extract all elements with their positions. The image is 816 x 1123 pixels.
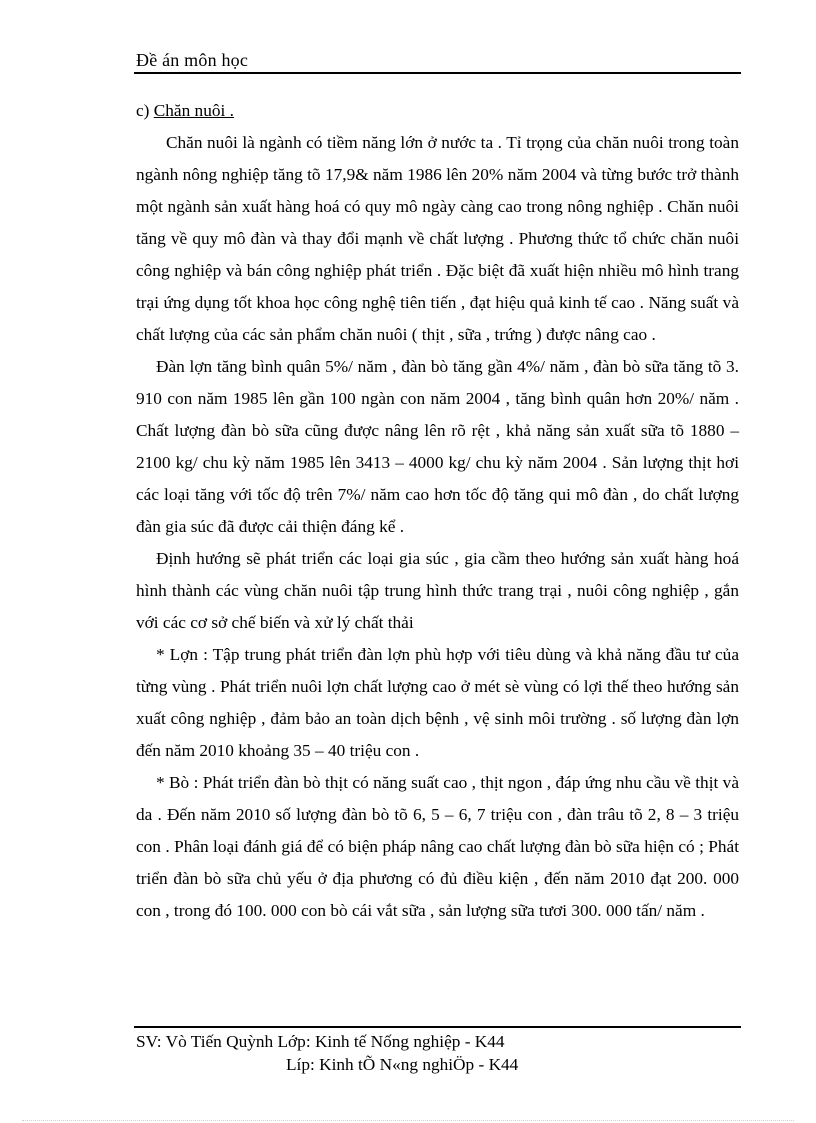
paragraph-orientation: Định hướng sẽ phát triển các loại gia súc , gia cầm theo hướng sản xuất hàng hoá hình thành các vùng chăn nuôi tập trung hình thức trang trại , nuôi công nghiệp , gắn với các cơ sở chế biến và xử lý chất thải <box>136 549 739 632</box>
paragraph-intro: Chăn nuôi là ngành có tiềm năng lớn ở nước ta . Tỉ trọng của chăn nuôi trong toàn ngành nông nghiệp tăng tõ 17,9& năm 1986 lên 20% năm 2004 và từng bước trở thành một ngành sản xuất hàng hoá có quy mô ngày càng cao trong nông nghiệp . Chăn nuôi tăng về quy mô đàn và thay đổi mạnh về chất lượng . Phương thức tổ chức chăn nuôi công nghiệp và bán công nghiệp phát triển . Đặc biệt đã xuất hiện nhiều mô hình trang trại ứng dụng tốt khoa học công nghệ tiên tiến , đạt hiệu quả kinh tế cao . Năng suất và chất lượng của các sản phẩm chăn nuôi ( thịt , sữa , trứng ) được nâng cao . <box>136 133 739 344</box>
footer-student-info: SV: Vò Tiến Quỳnh Lớp: Kinh tế Nống nghiệp - K44 <box>136 1032 505 1051</box>
header-divider <box>134 72 741 74</box>
section-heading-prefix: c) <box>136 101 154 120</box>
footer-class-info: Líp: Kinh tÕ N«ng nghiÖp - K44 <box>286 1055 519 1074</box>
section-heading-text: Chăn nuôi . <box>153 101 234 120</box>
page-bottom-edge <box>22 1120 794 1121</box>
paragraph-cattle: * Bò : Phát triển đàn bò thịt có năng suất cao , thịt ngon , đáp ứng nhu cầu về thịt và da . Đến năm 2010 số lượng đàn bò tõ 6, 5 – 6, 7 triệu con , đàn trâu tõ 2, 8 – 3 triệu con . Phân loại đánh giá để có biện pháp nâng cao chất lượng đàn bò sữa hiện có ; Phát triển đàn bò sữa chủ yếu ở địa phương có đủ điều kiện , đến năm 2010 đạt 200. 000 con , trong đó 100. 000 con bò cái vắt sữa , sản lượng sữa tươi 300. 000 tấn/ năm . <box>136 773 739 920</box>
paragraph-herd-growth: Đàn lợn tăng bình quân 5%/ năm , đàn bò tăng gần 4%/ năm , đàn bò sữa tăng tõ 3. 910 con năm 1985 lên gần 100 ngàn con năm 2004 , tăng bình quân hơn 20%/ năm . Chất lượng đàn bò sữa cũng được nâng lên rõ rệt , khả năng sản xuất sữa tõ 1880 – 2100 kg/ chu kỳ năm 1985 lên 3413 – 4000 kg/ chu kỳ năm 2004 . Sản lượng thịt hơi các loại tăng với tốc độ trên 7%/ năm cao hơn tốc độ tăng qui mô đàn , do chất lượng đàn gia súc đã được cải thiện đáng kể . <box>136 357 739 536</box>
page-header-title: Đề án môn học <box>136 50 249 70</box>
paragraph-pigs: * Lợn : Tập trung phát triển đàn lợn phù hợp với tiêu dùng và khả năng đầu tư của từng vùng . Phát triển nuôi lợn chất lượng cao ở mét sè vùng có lợi thế theo hướng sản xuất công nghiệp , đảm bảo an toàn dịch bệnh , vệ sinh môi trường . số lượng đàn lợn đến năm 2010 khoảng 35 – 40 triệu con . <box>136 645 739 760</box>
footer-divider <box>134 1026 741 1028</box>
section-heading <box>136 95 739 127</box>
document-body <box>136 95 739 927</box>
